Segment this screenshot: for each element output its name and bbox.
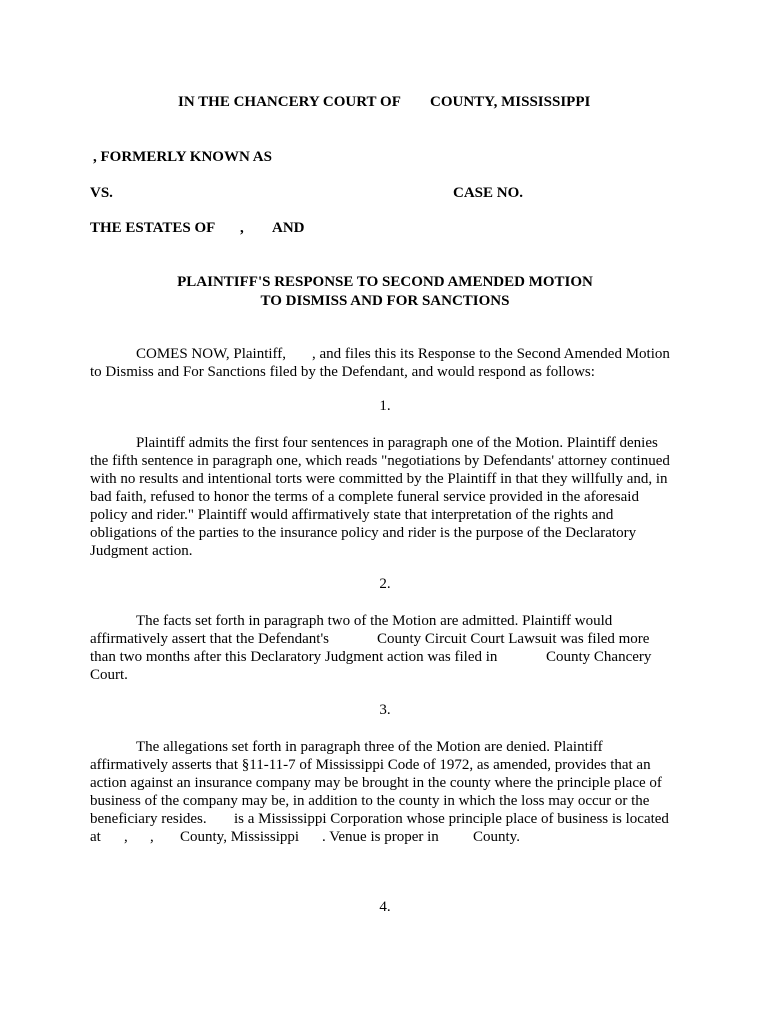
- court-heading-right: COUNTY, MISSISSIPPI: [430, 94, 591, 110]
- document-title-line-2: TO DISMISS AND FOR SANCTIONS: [260, 293, 510, 309]
- intro-paragraph: [90, 345, 690, 381]
- section-3-line-6d: County, Mississippi: [180, 829, 300, 845]
- section-3-line-6c: ,: [150, 829, 154, 845]
- court-heading-left: IN THE CHANCERY COURT OF: [178, 94, 401, 110]
- estates-comma: ,: [240, 220, 244, 236]
- document-title-line-1: PLAINTIFF'S RESPONSE TO SECOND AMENDED MOTION: [177, 274, 593, 290]
- section-number-3: 3.: [379, 702, 391, 718]
- section-1-line: Judgment action.: [90, 543, 193, 559]
- formerly-known-as: , FORMERLY KNOWN AS: [93, 149, 272, 165]
- section-2-line-3b: County Chancery: [546, 649, 652, 665]
- versus-label: VS.: [90, 185, 113, 201]
- estates-label: THE ESTATES OF: [90, 220, 216, 236]
- section-2-line-4: Court.: [90, 667, 128, 683]
- estates-and: AND: [272, 220, 305, 236]
- section-2-line-2a: affirmatively assert that the Defendant's: [90, 631, 330, 647]
- section-3-line-6f: County.: [473, 829, 520, 845]
- section-number-2: 2.: [379, 576, 391, 592]
- section-3-line-5a: beneficiary resides.: [90, 811, 207, 827]
- intro-line-1b: , and files this its Response to the Second Amended Motion: [312, 346, 670, 362]
- section-1-line: bad faith, refused to honor the terms of a complete funeral service provided in the aforesaid: [90, 489, 639, 505]
- section-number-4: 4.: [379, 899, 391, 915]
- section-1-line: Plaintiff admits the first four sentences in paragraph one of the Motion. Plaintiff denies: [136, 435, 658, 451]
- section-number-1: 1.: [379, 398, 391, 414]
- section-2-line-2b: County Circuit Court Lawsuit was filed more: [377, 631, 650, 647]
- section-2-paragraph: [90, 612, 690, 684]
- section-3-line-3: action against an insurance company may be brought in the county where the principle place of: [90, 775, 662, 791]
- case-number-label: CASE NO.: [453, 185, 524, 201]
- section-1-line: policy and rider." Plaintiff would affirmatively state that interpretation of the rights and: [90, 507, 614, 523]
- section-1-line: the fifth sentence in paragraph one, which reads "negotiations by Defendants' attorney continued: [90, 453, 670, 469]
- section-1-line: obligations of the parties to the insurance policy and rider is the purpose of the Declaratory: [90, 525, 637, 541]
- section-3-line-5b: is a Mississippi Corporation whose principle place of business is located: [234, 811, 669, 827]
- section-3-line-1: The allegations set forth in paragraph three of the Motion are denied. Plaintiff: [136, 739, 603, 755]
- section-3-line-2: affirmatively asserts that §11-11-7 of Mississippi Code of 1972, as amended, provides that an: [90, 757, 651, 773]
- section-3-line-6b: ,: [124, 829, 128, 845]
- intro-line-1a: COMES NOW, Plaintiff,: [136, 346, 287, 362]
- section-1-paragraph: [90, 434, 690, 560]
- section-3-paragraph: [90, 738, 690, 846]
- section-3-line-6a: at: [90, 829, 101, 845]
- section-3-line-6e: . Venue is proper in: [322, 829, 439, 845]
- section-2-line-3a: than two months after this Declaratory Judgment action was filed in: [90, 649, 498, 665]
- intro-line-2: to Dismiss and For Sanctions filed by the Defendant, and would respond as follows:: [90, 364, 595, 380]
- section-1-line: with no results and intentional torts were committed by the Plaintiff in that they willfully and, in: [90, 471, 668, 487]
- section-3-line-4: business of the company may be, in addition to the county in which the loss may occur or the: [90, 793, 650, 809]
- section-2-line-1: The facts set forth in paragraph two of the Motion are admitted. Plaintiff would: [136, 613, 613, 629]
